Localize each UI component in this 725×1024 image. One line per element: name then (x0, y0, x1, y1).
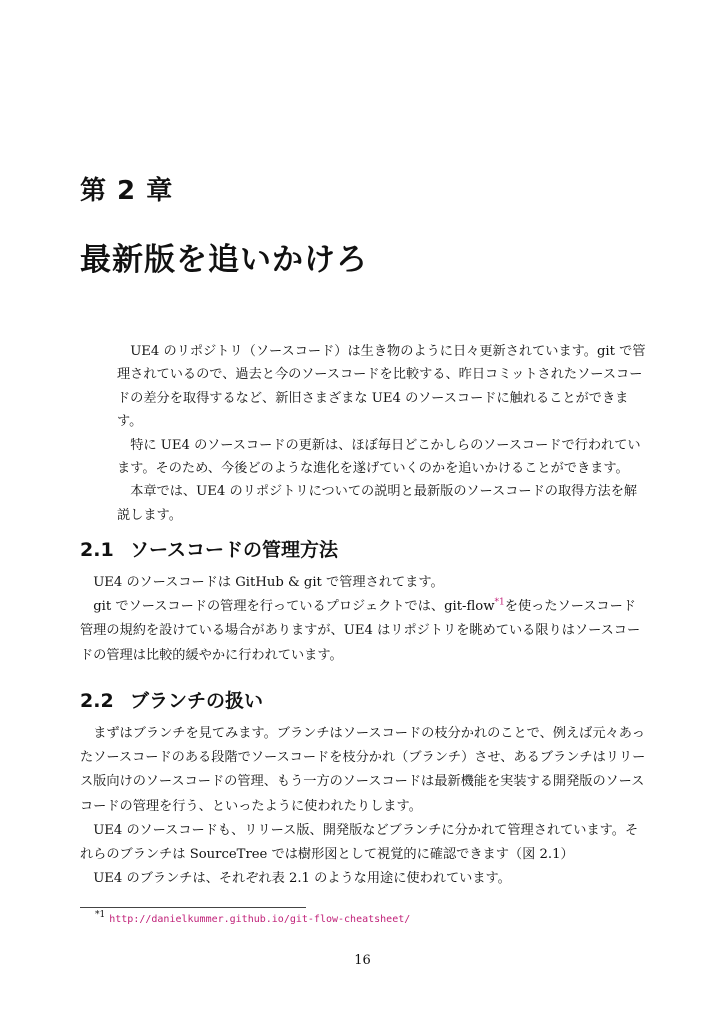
abstract-paragraph: 本章では、UE4 のリポジトリについての説明と最新版のソースコードの取得方法を解説します。 (117, 484, 638, 523)
paragraph-text: を使ったソースコード管理の規約を設けている場合がありますが、UE4 はリポジトリを眺めている限りはソースコードの管理は比較的緩やかに行われています。 (80, 599, 641, 663)
page-number: 16 (354, 953, 371, 968)
chapter-title: 最新版を追いかけろ (80, 242, 368, 278)
footnote-url-link[interactable]: http://danielkummer.github.io/git-flow-cheatsheet/ (109, 914, 411, 925)
section-title: ソースコードの管理方法 (130, 539, 339, 561)
section-heading-2-1 (80, 535, 338, 562)
paragraph-text: git でソースコードの管理を行っているプロジェクトでは、git-flow (93, 599, 495, 615)
section-heading-2-2 (80, 686, 263, 713)
body-paragraph: UE4 のソースコードは GitHub & git で管理されてます。 (93, 575, 444, 590)
footnote-divider (80, 907, 306, 908)
body-paragraph: UE4 のブランチは、それぞれ表 2.1 のような用途に使われています。 (93, 871, 511, 887)
section-body-2-1 (80, 571, 646, 668)
footnote (95, 912, 410, 925)
chapter-number: 第 2 章 (80, 176, 174, 206)
section-number: 2.1 (80, 539, 114, 561)
abstract-paragraph: 特に UE4 のソースコードの更新は、ほぼ毎日どこかしらのソースコードで行われています。そのため、今後どのような進化を遂げていくのかを追いかけることができます。 (117, 437, 641, 477)
section-title: ブランチの扱い (130, 690, 264, 712)
chapter-abstract (117, 340, 647, 527)
section-body-2-2 (80, 722, 646, 891)
footnote-mark: *1 (95, 910, 106, 921)
abstract-paragraph: UE4 のリポジトリ（ソースコード）は生き物のように日々更新されています。git で管理されているので、過去と今のソースコードを比較する、昨日コミットされたソースコードの差分を取得するなど、新旧さまざまな UE4 のソースコードに触れることができます。 (117, 344, 646, 430)
section-number: 2.2 (80, 690, 114, 712)
body-paragraph: UE4 のソースコードも、リリース版、開発版などブランチに分かれて管理されています。それらのブランチは SourceTree では樹形図として視覚的に確認できます（図 2.1） (80, 822, 639, 863)
body-paragraph (80, 595, 646, 668)
footnote-reference-link[interactable]: *1 (494, 597, 505, 608)
body-paragraph: まずはブランチを見てみます。ブランチはソースコードの枝分かれのことで、例えば元々あったソースコードのある段階でソースコードを枝分かれ（ブランチ）させ、あるブランチはリリース版向けのソースコードの管理、もう一方のソースコードは最新機能を実装する開発版のソースコードの管理を行う、といったように使われたりします。 (80, 726, 646, 814)
